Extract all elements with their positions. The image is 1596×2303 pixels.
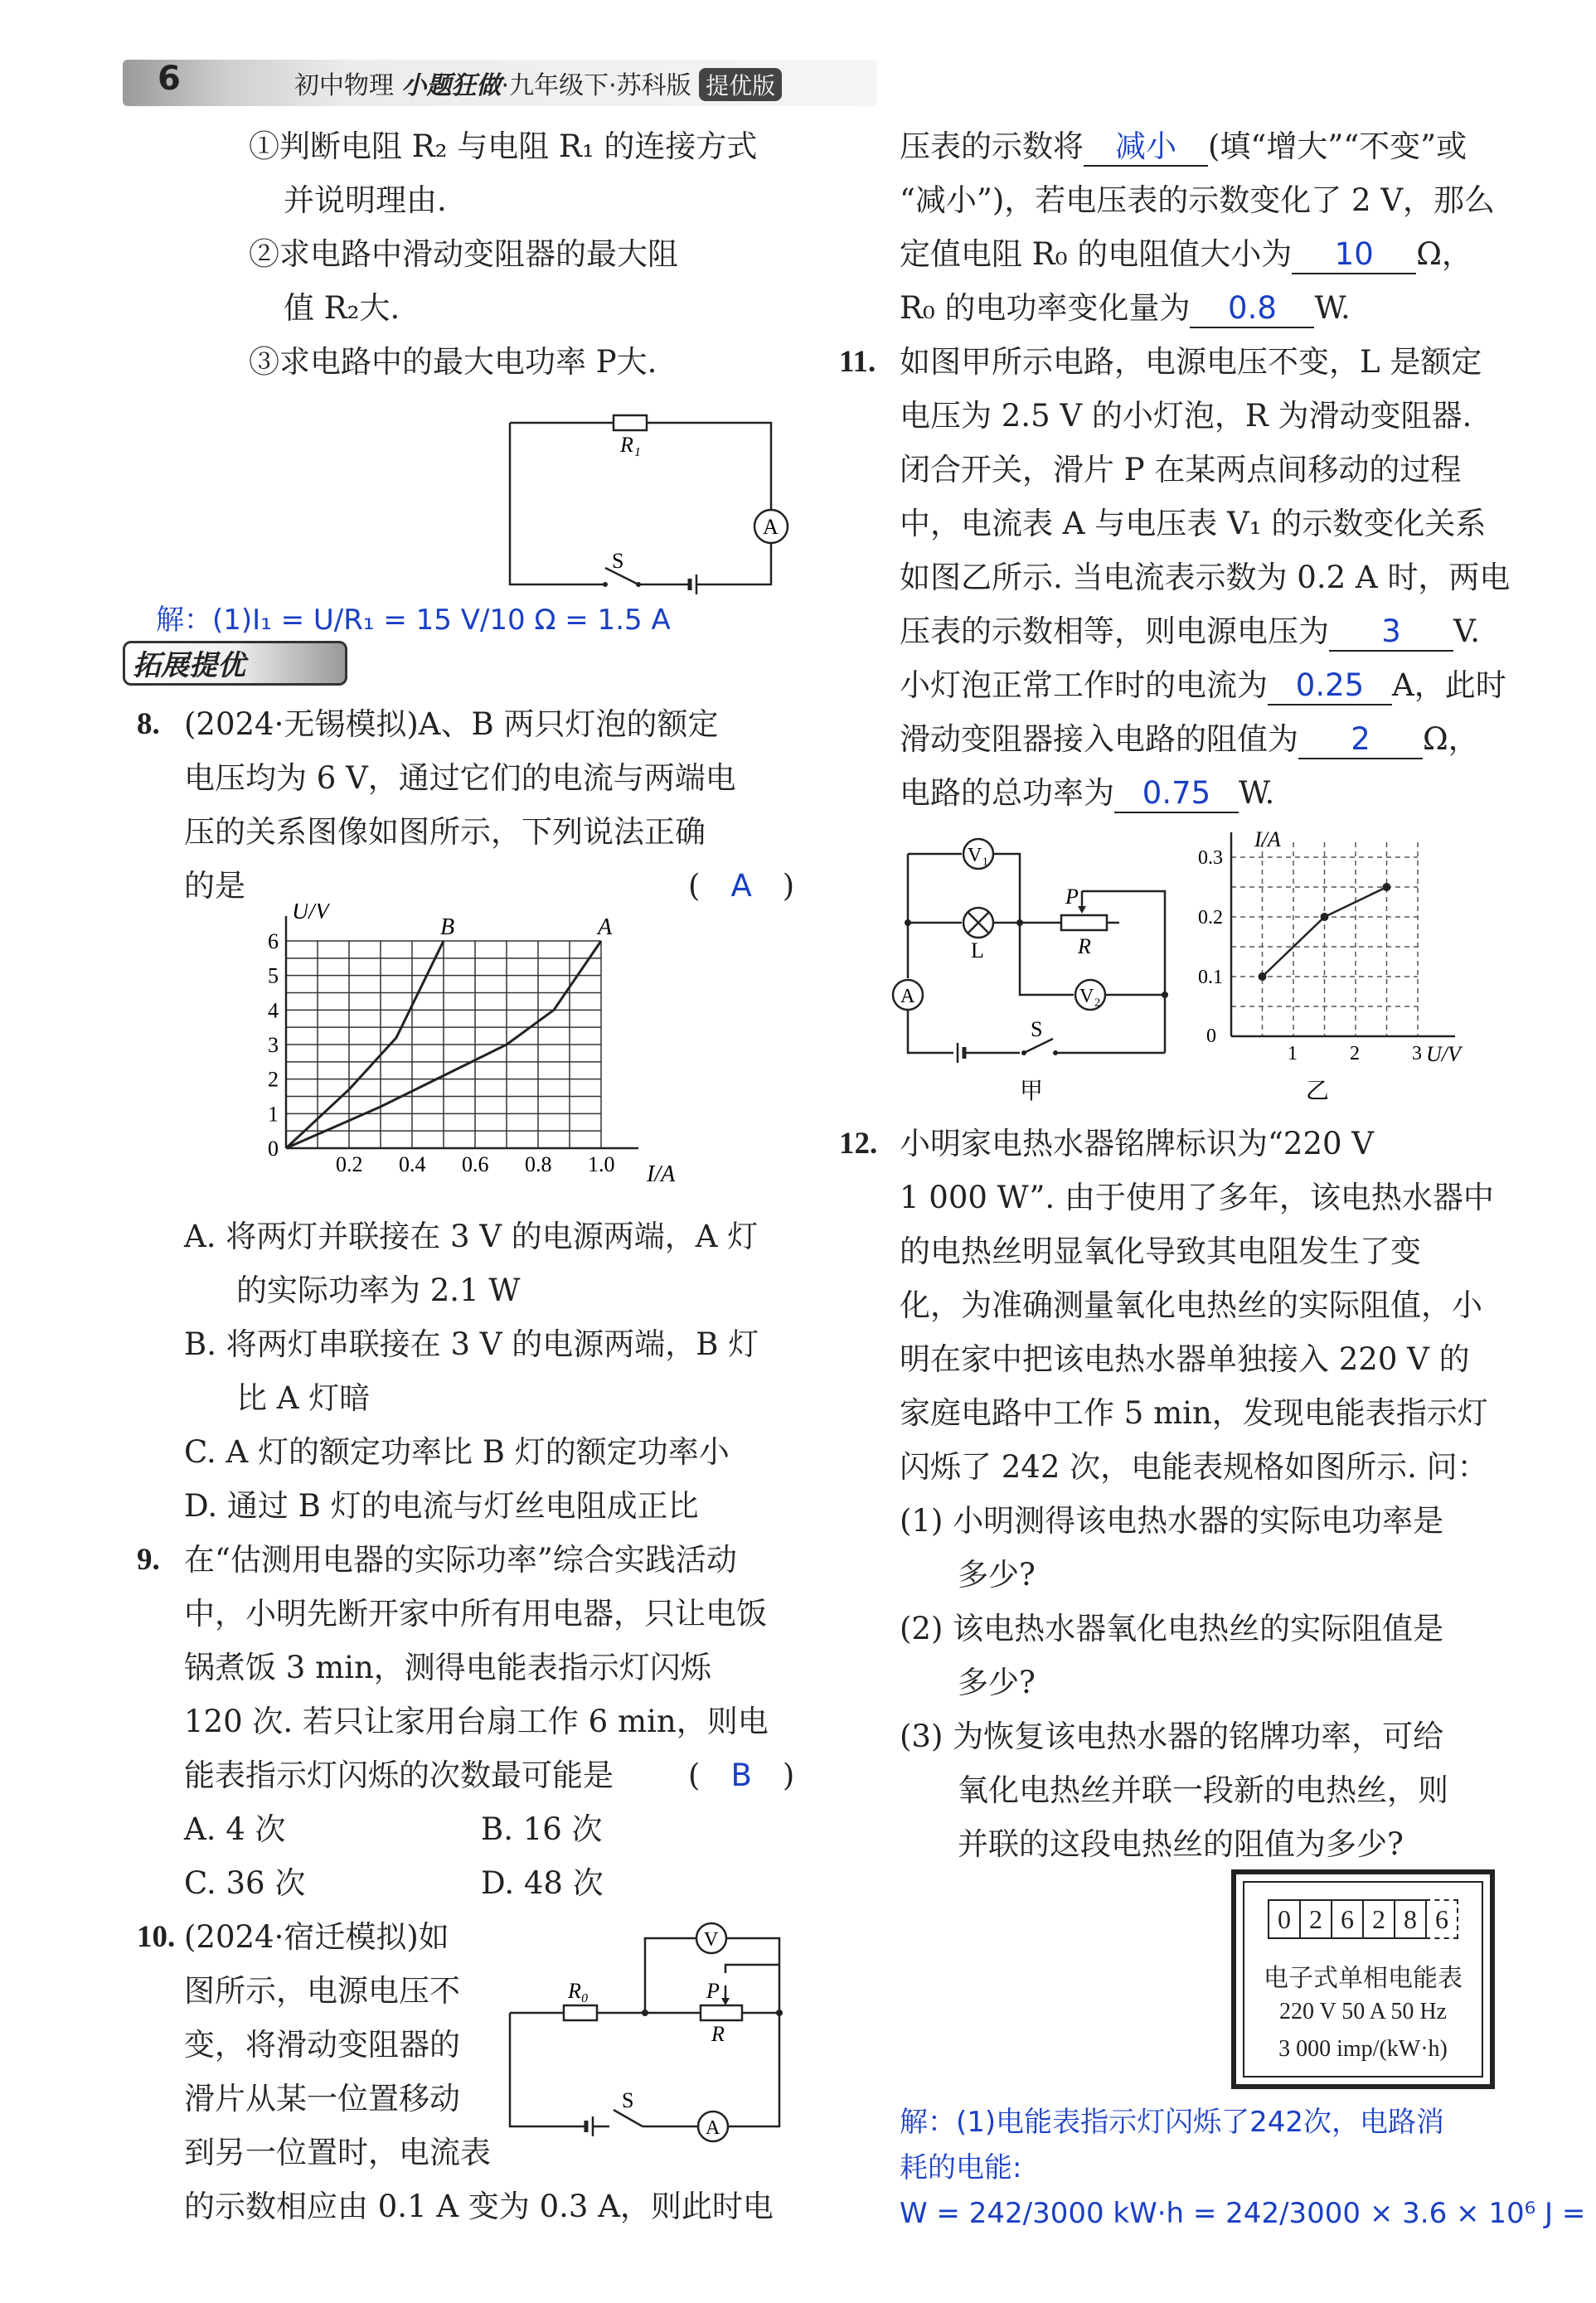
q9-option-b: B. 16 次 bbox=[481, 1811, 603, 1847]
q12-solution-3: W = 242/3000 kW·h = 242/3000 × 3.6 × 10⁶ J = bbox=[900, 2197, 1586, 2230]
q8-option-d: D. 通过 B 灯的电流与灯丝电阻成正比 bbox=[184, 1488, 699, 1524]
q7-item-2: ②求电路中滑动变阻器的最大阻 bbox=[249, 236, 678, 272]
q8-option-a: A. 将两灯并联接在 3 V 的电源两端，A 灯 bbox=[184, 1219, 759, 1254]
q11-line-6 bbox=[900, 613, 1480, 652]
q9-line-2: 中，小明先断开家中所有用电器，只让电饭 bbox=[184, 1596, 767, 1631]
q11-answer-4: 0.75 bbox=[1114, 775, 1239, 813]
energy-meter-panel bbox=[1231, 1869, 1495, 2089]
q11-line-2: 电压为 2.5 V 的小灯泡，R 为滑动变阻器. bbox=[900, 398, 1472, 434]
q9-line-5: 能表指示灯闪烁的次数最可能是 bbox=[184, 1758, 614, 1793]
q12-line-4: 化，为准确测量氧化电热丝的实际阻值，小 bbox=[900, 1287, 1482, 1323]
q8-x-tick: 0.2 bbox=[336, 1152, 363, 1176]
q11-line-1: 如图甲所示电路，电源电压不变，L 是额定 bbox=[900, 344, 1482, 380]
q8-x-tick: 0.8 bbox=[525, 1152, 552, 1176]
q9-line-4: 120 次. 若只让家用台扇工作 6 min，则电 bbox=[184, 1704, 769, 1739]
q10-answer-2: 10 bbox=[1292, 236, 1416, 274]
q10-answer-1: 减小 bbox=[1084, 128, 1208, 167]
q12-solution-1: 解：(1)电能表指示灯闪烁了242次，电路消 bbox=[900, 2106, 1445, 2139]
q10-line-4: 滑片从某一位置移动 bbox=[184, 2081, 460, 2116]
q8-chart-ticks bbox=[268, 929, 615, 1176]
q11-v2-label: V₂ bbox=[1079, 986, 1101, 1007]
q11-number: 11. bbox=[839, 345, 876, 379]
q8-ylabel: U/V bbox=[292, 904, 330, 924]
q11-l9-pre: 电路的总功率为 bbox=[900, 775, 1114, 811]
q11-circuit-diagram bbox=[891, 833, 1190, 1107]
q10-answer-3: 0.8 bbox=[1190, 290, 1314, 328]
q10-circuit-diagram bbox=[497, 1915, 796, 2155]
q12-line-1: 小明家电热水器铭牌标识为“220 V bbox=[900, 1126, 1375, 1161]
q10-cont-line-4 bbox=[900, 290, 1351, 328]
q8-y-tick: 4 bbox=[268, 998, 279, 1023]
q10-ammeter-label: A bbox=[706, 2117, 720, 2139]
q12-line-6: 家庭电路中工作 5 min，发现电能表指示灯 bbox=[900, 1395, 1488, 1431]
q11-l6-post: V. bbox=[1453, 613, 1481, 649]
q10-r0-label: R₀ bbox=[568, 1979, 589, 2003]
q11-p-label: P bbox=[1065, 885, 1079, 909]
q10-cont-l1-post: (填“增大”“不变”或 bbox=[1208, 128, 1467, 164]
q11-fig-a-label: 甲 bbox=[1020, 1079, 1044, 1104]
q8-y-tick: 6 bbox=[268, 929, 279, 953]
q7-r1-label: R₁ bbox=[620, 433, 641, 457]
q8-y-tick: 0 bbox=[268, 1137, 279, 1161]
q11-x-tick: 2 bbox=[1350, 1043, 1360, 1064]
q11-data-point bbox=[1259, 972, 1267, 981]
q8-line-4: 的是 bbox=[184, 868, 245, 904]
q11-graph-xlabel: U/V bbox=[1426, 1042, 1461, 1066]
q11-answer-3: 2 bbox=[1298, 721, 1423, 759]
q8-y-tick: 5 bbox=[268, 963, 279, 988]
q10-line-6: 的示数相应由 0.1 A 变为 0.3 A，则此时电 bbox=[184, 2189, 774, 2224]
q8-series-b-label: B bbox=[440, 914, 455, 940]
q11-ammeter-label: A bbox=[900, 986, 915, 1007]
q11-line-7 bbox=[900, 667, 1506, 705]
q7-item-1: ①判断电阻 R₂ 与电阻 R₁ 的连接方式 bbox=[249, 128, 758, 164]
q8-iu-chart bbox=[249, 904, 696, 1185]
q12-sub-3: (3) 为恢复该电热水器的铭牌功率，可给 bbox=[900, 1719, 1444, 1754]
q9-answer-bracket: ( B ) bbox=[688, 1758, 795, 1793]
q10-cont-l3-pre: 定值电阻 R₀ 的电阻值大小为 bbox=[900, 236, 1293, 272]
q12-sub-2: (2) 该电热水器氧化电热丝的实际阻值是 bbox=[900, 1611, 1444, 1646]
energy-meter-digit: 8 bbox=[1394, 1899, 1427, 1939]
q7-item-2b: 值 R₂大. bbox=[284, 290, 400, 326]
q11-y-tick: 0.1 bbox=[1198, 967, 1223, 988]
q10-cont-line-1 bbox=[900, 128, 1467, 167]
energy-meter-spec-1: 220 V 50 A 50 Hz bbox=[1279, 1999, 1447, 2024]
q12-number: 12. bbox=[839, 1127, 878, 1161]
q10-r-label: R bbox=[711, 2022, 725, 2046]
energy-meter-digit: 0 bbox=[1268, 1899, 1301, 1939]
q11-line-3: 闭合开关，滑片 P 在某两点间移动的过程 bbox=[900, 452, 1462, 487]
header-subject: 初中物理 bbox=[294, 71, 394, 100]
q11-switch-label: S bbox=[1031, 1017, 1043, 1041]
q8-option-a2: 的实际功率为 2.1 W bbox=[236, 1273, 521, 1308]
q8-x-tick: 1.0 bbox=[588, 1152, 615, 1176]
q11-line-8 bbox=[900, 721, 1479, 759]
q11-graph-origin: 0 bbox=[1206, 1025, 1216, 1047]
q11-line-5: 如图乙所示. 当电流表示数为 0.2 A 时，两电 bbox=[900, 560, 1511, 595]
q10-voltmeter-label: V bbox=[704, 1929, 719, 1951]
page-number: 6 bbox=[158, 60, 181, 98]
q9-line-3: 锅煮饭 3 min，测得电能表指示灯闪烁 bbox=[184, 1650, 711, 1685]
q8-line-1: (2024·无锡模拟)A、B 两只灯泡的额定 bbox=[184, 706, 719, 742]
q11-v1-label: V₁ bbox=[968, 845, 989, 866]
q9-option-a: A. 4 次 bbox=[184, 1811, 286, 1847]
q11-line-9 bbox=[900, 775, 1274, 813]
q11-fig-b-label: 乙 bbox=[1306, 1079, 1330, 1104]
q8-answer: A bbox=[730, 868, 752, 904]
q11-graph-grid bbox=[1231, 832, 1455, 1036]
energy-meter-digit: 6 bbox=[1331, 1899, 1364, 1939]
q11-r-label: R bbox=[1078, 934, 1091, 958]
q8-option-b2: 比 A 灯暗 bbox=[236, 1380, 371, 1416]
q12-line-5: 明在家中把该电热水器单独接入 220 V 的 bbox=[900, 1341, 1470, 1377]
energy-meter-digit: 2 bbox=[1362, 1899, 1395, 1939]
q11-l8-post: Ω， bbox=[1423, 721, 1479, 757]
q8-line-2: 电压均为 6 V，通过它们的电流与两端电 bbox=[184, 760, 736, 796]
q12-sub-1b: 多少? bbox=[958, 1557, 1036, 1593]
header-title bbox=[294, 65, 782, 101]
q8-option-b: B. 将两灯串联接在 3 V 的电源两端，B 灯 bbox=[184, 1326, 759, 1362]
q7-item-3: ③求电路中的最大电功率 P大. bbox=[249, 344, 657, 380]
q11-x-tick: 1 bbox=[1288, 1043, 1298, 1064]
q9-option-d: D. 48 次 bbox=[481, 1865, 604, 1901]
q12-sub-1: (1) 小明测得该电热水器的实际电功率是 bbox=[900, 1503, 1444, 1539]
q10-cont-l4-post: W. bbox=[1314, 290, 1351, 326]
q7-circuit-diagram bbox=[497, 410, 796, 605]
q11-l9-post: W. bbox=[1239, 775, 1275, 811]
energy-meter-digit: 2 bbox=[1299, 1899, 1332, 1939]
q8-option-c: C. A 灯的额定功率比 B 灯的额定功率小 bbox=[184, 1434, 730, 1470]
q10-p-label: P bbox=[706, 1979, 720, 2003]
q10-line-1: (2024·宿迁模拟)如 bbox=[184, 1919, 449, 1955]
q12-sub-2b: 多少? bbox=[958, 1665, 1036, 1700]
q8-answer-bracket: ( A ) bbox=[688, 868, 795, 904]
q9-option-c: C. 36 次 bbox=[184, 1865, 306, 1901]
q11-data-point bbox=[1321, 913, 1329, 921]
section-title: 拓展提优 bbox=[133, 649, 245, 682]
header-edition-badge: 提优版 bbox=[699, 68, 782, 101]
q11-answer-2: 0.25 bbox=[1268, 667, 1392, 705]
energy-meter-name: 电子式单相电能表 bbox=[1264, 1964, 1463, 1993]
q9-line-1: 在“估测用电器的实际功率”综合实践活动 bbox=[184, 1542, 737, 1578]
q8-xlabel: I/A bbox=[647, 1161, 676, 1185]
q10-line-2: 图所示，电源电压不 bbox=[184, 1973, 460, 2009]
q10-cont-l3-post: Ω， bbox=[1416, 236, 1472, 272]
q11-l8-pre: 滑动变阻器接入电路的阻值为 bbox=[900, 721, 1298, 757]
q11-y-tick: 0.2 bbox=[1198, 907, 1223, 928]
q11-l7-post: A，此时 bbox=[1392, 667, 1506, 703]
q12-line-2: 1 000 W”. 由于使用了多年，该电热水器中 bbox=[900, 1180, 1494, 1215]
q10-line-5: 到另一位置时，电流表 bbox=[184, 2135, 491, 2170]
header-grade: ·九年级下·苏科版 bbox=[501, 71, 691, 100]
q10-cont-line-3 bbox=[900, 236, 1472, 274]
q11-x-tick: 3 bbox=[1412, 1043, 1422, 1064]
q8-number: 8. bbox=[137, 707, 160, 741]
q8-line-3: 压的关系图像如图所示，下列说法正确 bbox=[184, 814, 706, 850]
q11-lamp-label: L bbox=[971, 938, 984, 962]
q11-answer-1: 3 bbox=[1329, 613, 1453, 652]
q8-y-tick: 3 bbox=[268, 1033, 279, 1057]
q10-line-3: 变，将滑动变阻器的 bbox=[184, 2027, 460, 2063]
q11-iu-graph bbox=[1198, 825, 1480, 1107]
q7-switch-label: S bbox=[612, 549, 624, 573]
q12-sub-3b: 氧化电热丝并联一段新的电热丝，则 bbox=[958, 1772, 1448, 1808]
q7-ammeter-label: A bbox=[763, 515, 779, 539]
q8-x-tick: 0.4 bbox=[399, 1152, 426, 1176]
q10-cont-line-2: “减小”)，若电压表的示数变化了 2 V，那么 bbox=[900, 182, 1496, 218]
q8-chart-grid bbox=[286, 916, 638, 1148]
energy-meter-spec-2: 3 000 imp/(kW·h) bbox=[1278, 2036, 1448, 2062]
q11-y-tick: 0.3 bbox=[1198, 847, 1223, 869]
q12-solution-2: 耗的电能: bbox=[900, 2151, 1022, 2184]
q11-l6-pre: 压表的示数相等，则电源电压为 bbox=[900, 613, 1329, 649]
q7-solution: 解：(1)I₁ = U/R₁ = 15 V/10 Ω = 1.5 A bbox=[156, 604, 671, 637]
q12-line-7: 闪烁了 242 次，电能表规格如图所示. 问： bbox=[900, 1449, 1488, 1485]
q7-item-1b: 并说明理由. bbox=[284, 182, 447, 218]
q9-answer: B bbox=[730, 1758, 752, 1793]
q11-l7-pre: 小灯泡正常工作时的电流为 bbox=[900, 667, 1268, 703]
q11-graph-ylabel: I/A bbox=[1254, 827, 1281, 851]
q10-switch-label: S bbox=[622, 2088, 634, 2112]
q8-y-tick: 2 bbox=[268, 1067, 279, 1092]
q12-sub-3c: 并联的这段电热丝的阻值为多少? bbox=[958, 1826, 1404, 1862]
q12-line-3: 的电热丝明显氧化导致其电阻发生了变 bbox=[900, 1234, 1421, 1269]
energy-meter-digit: 6 bbox=[1425, 1899, 1458, 1939]
q10-cont-l4-pre: R₀ 的电功率变化量为 bbox=[900, 290, 1191, 326]
q8-x-tick: 0.6 bbox=[462, 1152, 489, 1176]
q9-number: 9. bbox=[137, 1543, 160, 1577]
q10-cont-l1-pre: 压表的示数将 bbox=[900, 128, 1084, 164]
q11-line-4: 中，电流表 A 与电压表 V₁ 的示数变化关系 bbox=[900, 506, 1487, 541]
q8-series-a-label: A bbox=[598, 914, 613, 940]
q10-number: 10. bbox=[137, 1920, 176, 1954]
header-brand: 小题狂做 bbox=[401, 71, 502, 100]
q11-data-point bbox=[1383, 883, 1391, 891]
energy-meter-digits bbox=[1269, 1899, 1458, 1939]
q8-y-tick: 1 bbox=[268, 1102, 279, 1127]
